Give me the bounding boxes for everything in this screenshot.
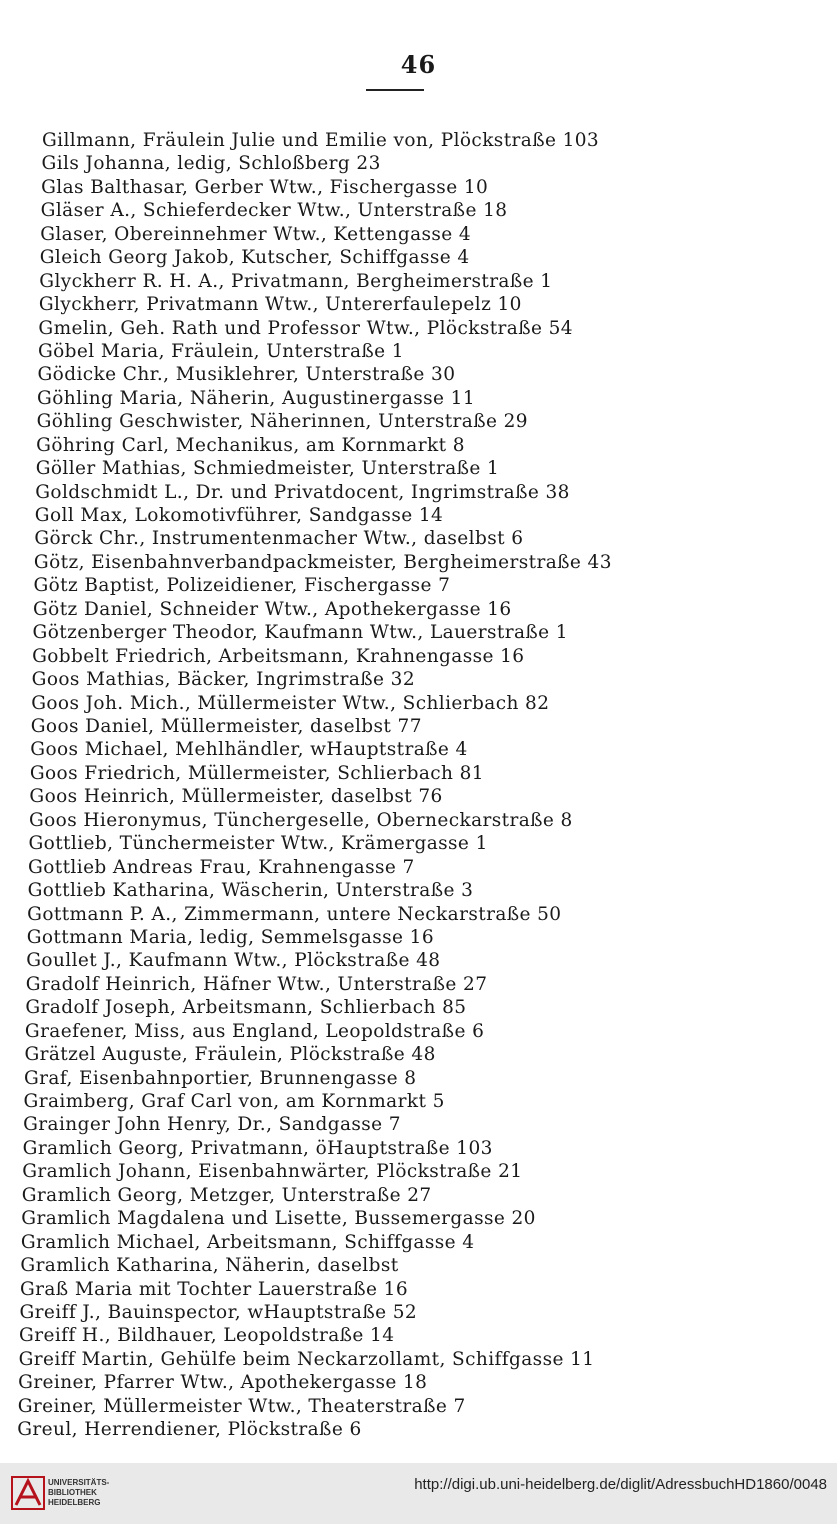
directory-entry: Gottmann Maria, ledig, Semmelsgasse 16	[26, 926, 435, 948]
directory-entry: Glyckherr, Privatmann Wtw., Untererfaulepelz 10	[38, 294, 522, 316]
header-rule	[366, 89, 424, 91]
directory-entry: Gramlich Katharina, Näherin, daselbst	[20, 1255, 399, 1277]
library-name-line: BIBLIOTHEK	[48, 1488, 97, 1497]
directory-entry: Gläser A., Schieferdecker Wtw., Unterstraße 18	[40, 200, 508, 222]
library-name-line: UNIVERSITÄTS-	[48, 1478, 110, 1487]
library-name	[48, 1478, 109, 1508]
directory-entry: Göhling Maria, Näherin, Augustinergasse 11	[37, 387, 476, 409]
directory-entry: Gramlich Magdalena und Lisette, Bussemergasse 20	[21, 1208, 536, 1230]
directory-entry: Götzenberger Theodor, Kaufmann Wtw., Lauerstraße 1	[32, 622, 568, 644]
directory-entry: Greiner, Müllermeister Wtw., Theaterstraße 7	[17, 1395, 466, 1417]
directory-entry: Graf, Eisenbahnportier, Brunnengasse 8	[24, 1067, 417, 1089]
directory-entry: Göller Mathias, Schmiedmeister, Unterstraße 1	[35, 458, 500, 480]
directory-entry: Göhling Geschwister, Näherinnen, Unterstraße 29	[36, 411, 528, 433]
directory-entry: Grainger John Henry, Dr., Sandgasse 7	[23, 1114, 401, 1136]
directory-entry: Gottlieb Katharina, Wäscherin, Unterstraße 3	[27, 880, 474, 902]
directory-entry: Gradolf Heinrich, Häfner Wtw., Unterstraße 27	[25, 973, 488, 995]
directory-entry: Gmelin, Geh. Rath und Professor Wtw., Plöckstraße 54	[38, 317, 573, 339]
directory-entry: Grätzel Auguste, Fräulein, Plöckstraße 48	[24, 1044, 436, 1066]
directory-entry: Gramlich Georg, Metzger, Unterstraße 27	[21, 1184, 432, 1206]
directory-entry: Gottlieb Andreas Frau, Krahnengasse 7	[28, 856, 415, 878]
library-logo-icon	[10, 1473, 50, 1513]
directory-entry: Gils Johanna, ledig, Schloßberg 23	[41, 153, 381, 175]
directory-entry: Goullet J., Kaufmann Wtw., Plöckstraße 48	[26, 950, 441, 972]
directory-entry: Görck Chr., Instrumentenmacher Wtw., daselbst 6	[34, 528, 524, 550]
directory-entry: Glyckherr R. H. A., Privatmann, Bergheimerstraße 1	[39, 270, 553, 292]
directory-entry: Goos Hieronymus, Tünchergeselle, Oberneckarstraße 8	[28, 809, 573, 831]
directory-entry: Greiff Martin, Gehülfe beim Neckarzollamt, Schiffgasse 11	[18, 1348, 595, 1370]
directory-entry: Goos Friedrich, Müllermeister, Schlierbach 81	[29, 762, 484, 784]
directory-entry: Gottmann P. A., Zimmermann, untere Neckarstraße 50	[27, 903, 562, 925]
directory-entry: Gradolf Joseph, Arbeitsmann, Schlierbach 85	[25, 997, 467, 1019]
directory-entry: Goos Michael, Mehlhändler, wHauptstraße 4	[30, 739, 468, 761]
directory-entry: Gottlieb, Tünchermeister Wtw., Krämergasse 1	[28, 833, 488, 855]
directory-entry: Gramlich Georg, Privatmann, öHauptstraße 103	[22, 1137, 493, 1159]
footer-bar	[0, 1463, 837, 1524]
directory-entry: Goos Daniel, Müllermeister, daselbst 77	[30, 716, 422, 737]
source-url-link[interactable]: http://digi.ub.uni-heidelberg.de/diglit/AdressbuchHD1860/0048	[414, 1476, 827, 1493]
directory-entry: Greul, Herrendiener, Plöckstraße 6	[17, 1419, 362, 1441]
directory-entry: Greiner, Pfarrer Wtw., Apothekergasse 18	[18, 1372, 428, 1394]
directory-entry: Graefener, Miss, aus England, Leopoldstraße 6	[24, 1020, 485, 1042]
directory-entry: Greiff H., Bildhauer, Leopoldstraße 14	[19, 1325, 395, 1347]
directory-entry: Glas Balthasar, Gerber Wtw., Fischergasse 10	[41, 176, 489, 198]
directory-entry: Gleich Georg Jakob, Kutscher, Schiffgasse 4	[39, 247, 470, 269]
directory-entry: Götz, Eisenbahnverbandpackmeister, Bergheimerstraße 43	[33, 551, 612, 573]
directory-entry: Götz Baptist, Polizeidiener, Fischergasse 7	[33, 575, 451, 597]
directory-entry: Graimberg, Graf Carl von, am Kornmarkt 5	[23, 1091, 445, 1113]
library-name-line: HEIDELBERG	[48, 1498, 101, 1507]
directory-entry: Gillmann, Fräulein Julie und Emilie von, Plöckstraße 103	[42, 130, 600, 151]
directory-entry: Götz Daniel, Schneider Wtw., Apothekergasse 16	[33, 598, 512, 620]
directory-entry: Gramlich Johann, Eisenbahnwärter, Plöckstraße 21	[22, 1161, 523, 1183]
directory-entry: Gramlich Michael, Arbeitsmann, Schiffgasse 4	[20, 1231, 475, 1253]
directory-entry: Goll Max, Lokomotivführer, Sandgasse 14	[34, 505, 444, 527]
directory-entry: Gobbelt Friedrich, Arbeitsmann, Krahnengasse 16	[32, 645, 525, 667]
directory-entry: Gödicke Chr., Musiklehrer, Unterstraße 30	[37, 364, 456, 386]
page-number: 46	[400, 50, 437, 79]
directory-entry: Glaser, Obereinnehmer Wtw., Kettengasse 4	[40, 223, 472, 245]
directory-entry: Goos Mathias, Bäcker, Ingrimstraße 32	[31, 669, 416, 691]
directory-entry: Goos Joh. Mich., Müllermeister Wtw., Schlierbach 82	[31, 692, 550, 714]
directory-entry: Göhring Carl, Mechanikus, am Kornmarkt 8	[36, 434, 465, 456]
directory-entry: Göbel Maria, Fräulein, Unterstraße 1	[37, 340, 404, 362]
directory-entry: Goldschmidt L., Dr. und Privatdocent, Ingrimstraße 38	[35, 481, 570, 503]
directory-entry: Goos Heinrich, Müllermeister, daselbst 76	[29, 786, 443, 808]
directory-entry: Graß Maria mit Tochter Lauerstraße 16	[19, 1278, 409, 1300]
directory-entry: Greiff J., Bauinspector, wHauptstraße 52	[19, 1302, 418, 1323]
